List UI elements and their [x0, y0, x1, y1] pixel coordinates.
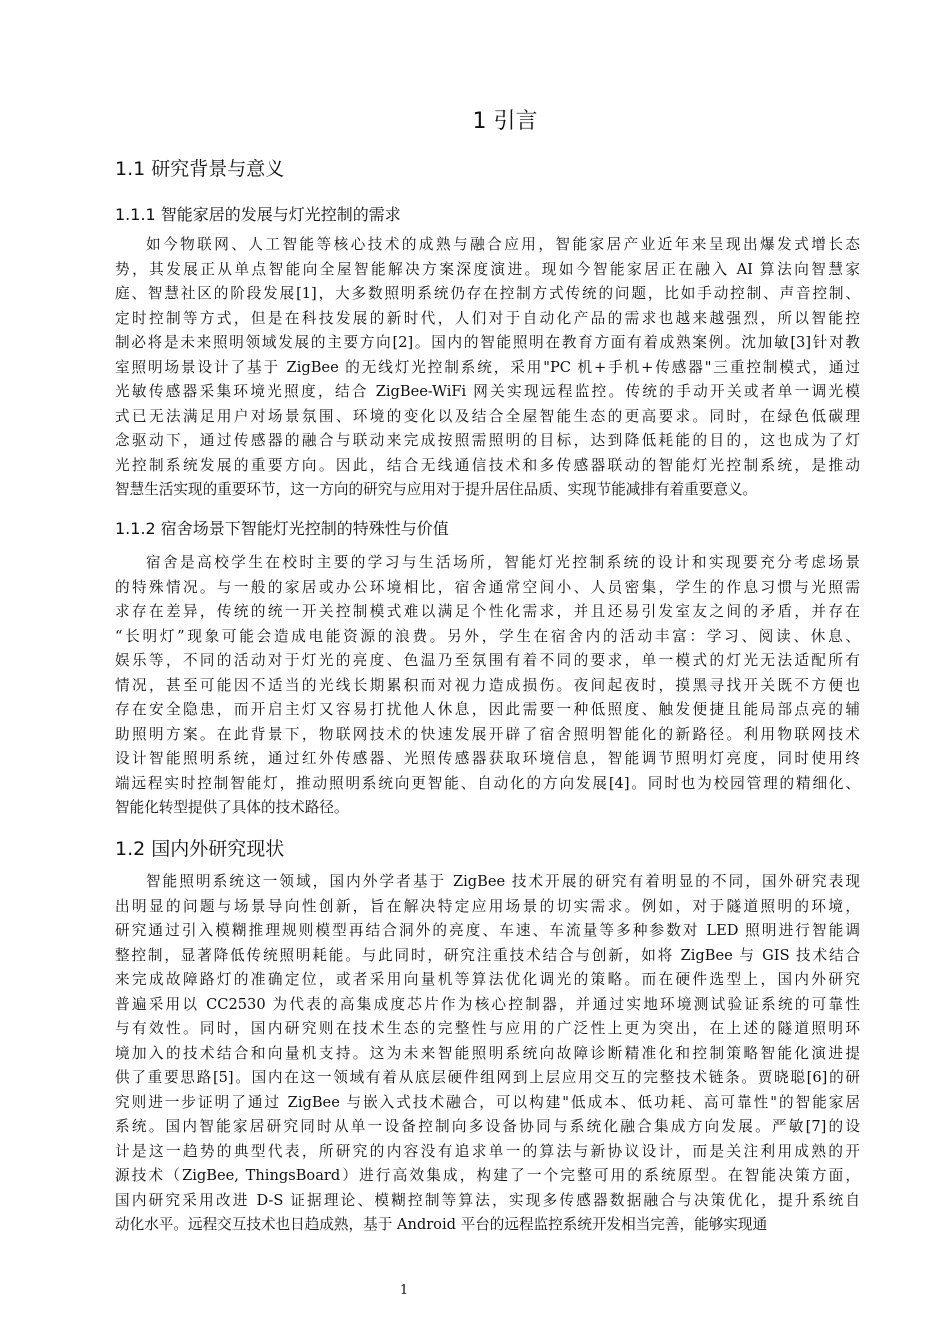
paragraph-3	[115, 870, 875, 1238]
text-line: 研究通过引入模糊推理规则模型再结合洞外的亮度、车速、车流量等多种参数对 LED 照明进行智能调	[115, 922, 860, 939]
text-line: 境加入的技术结合和向量机支持。这为未来智能照明系统向故障诊断精准化和控制策略智能化演进提	[115, 1044, 860, 1062]
text-line: 念驱动下，通过传感器的融合与联动来完成按照需照明的目标，达到降低耗能的目的，这也成为了灯	[115, 432, 860, 449]
text-line: 式已无法满足用户对场景氛围、环境的变化以及结合全屋智能生态的更高要求。同时，在绿色低碳理	[115, 407, 860, 425]
text-line: 情况，甚至可能因不适当的光线长期累积而对视力造成损伤。夜间起夜时，摸黑寻找开关既不方便也	[115, 676, 860, 694]
text-line: 出明显的问题与场景导向性创新，旨在解决特定应用场景的切实需求。例如，对于隧道照明的环境，	[115, 897, 860, 915]
text-line: 光敏传感器采集环境光照度，结合 ZigBee-WiFi 网关实现远程监控。传统的手动开关或者单一调光模	[115, 383, 860, 400]
text-line: 定时控制等方式，但是在科技发展的新时代，人们对于自动化产品的需求也越来越强烈，所以智能控	[115, 309, 860, 327]
text-line: 如今物联网、人工智能等核心技术的成熟与融合应用，智能家居产业近年来呈现出爆发式增长态	[146, 236, 860, 253]
paragraph-2	[115, 551, 875, 821]
text-line: 求存在差异，传统的统一开关控制模式难以满足个性化需求，并且还易引发室友之间的矛盾，并存在	[115, 603, 860, 620]
text-line: 国内研究采用改进 D-S 证据理论、模糊控制等算法，实现多传感器数据融合与决策优化，提升系统自	[115, 1191, 860, 1209]
text-line: 整控制，显著降低传统照明耗能。与此同时，研究注重技术结合与创新，如将 ZigBee 与 GIS 技术结合	[115, 946, 860, 964]
text-line: 庭、智慧社区的阶段发展[1]，大多数照明系统仍存在控制方式传统的问题，比如手动控制、声音控制、	[115, 285, 860, 302]
text-line: 计是这一趋势的典型代表，所研究的内容没有追求单一的算法与新协议设计，而是关注利用成熟的开	[115, 1142, 860, 1160]
text-line: 来完成故障路灯的准确定位，或者采用向量机等算法优化调光的策略。而在硬件选型上，国内外研究	[115, 971, 860, 988]
text-line: 制必将是未来照明领域发展的主要方向[2]。国内的智能照明在教育方面有着成熟案例。沈加敏[3]针对教	[115, 334, 860, 351]
page-number: 1	[399, 1283, 409, 1298]
text-line: 室照明场景设计了基于 ZigBee 的无线灯光控制系统，采用"PC 机+手机+传感器"三重控制模式，通过	[115, 358, 860, 376]
text-line: 智慧生活实现的重要环节，这一方向的研究与应用对于提升居住品质、实现节能减排有着重要意义。	[115, 481, 758, 498]
text-line: 设计智能照明系统，通过红外传感器、光照传感器获取环境信息，智能调节照明灯亮度，同时使用终	[115, 750, 860, 767]
text-line: 存在安全隐患，而开启主灯又容易打扰他人休息，因此需要一种低照度、触发便捷且能局部点亮的辅	[115, 701, 860, 718]
section-heading-1-1: 1.1 研究背景与意义	[115, 158, 285, 180]
text-line: 娱乐等，不同的活动对于灯光的亮度、色温乃至氛围有着不同的要求，单一模式的灯光无法适配所有	[115, 652, 860, 669]
text-line: 势，其发展正从单点智能向全屋智能解决方案深度演进。现如今智能家居正在融入 AI 算法向智慧家	[115, 260, 860, 278]
text-line: 端远程实时控制智能灯，推动照明系统向更智能、自动化的方向发展[4]。同时也为校园管理的精细化、	[115, 774, 860, 792]
text-line: 助照明方案。在此背景下，物联网技术的快速发展开辟了宿舍照明智能化的新路径。利用物联网技术	[115, 725, 860, 743]
text-line: 普遍采用以 CC2530 为代表的高集成度芯片作为核心控制器，并通过实地环境测试验证系统的可靠性	[115, 995, 860, 1013]
text-line: 动化水平。远程交互技术也日趋成熟，基于 Android 平台的远程监控系统开发相当完善，能够实现通	[115, 1216, 768, 1233]
subsection-heading-1-1-2: 1.1.2 宿舍场景下智能灯光控制的特殊性与价值	[115, 519, 449, 538]
chapter-title: 1 引言	[472, 109, 538, 134]
subsection-heading-1-1-1: 1.1.1 智能家居的发展与灯光控制的需求	[115, 205, 401, 224]
text-line: 光控制系统发展的重要方向。因此，结合无线通信技术和多传感器联动的智能灯光控制系统，是推动	[115, 456, 860, 474]
text-line: 宿舍是高校学生在校时主要的学习与生活场所，智能灯光控制系统的设计和实现要充分考虑场景	[146, 554, 860, 571]
text-line: “长明灯”现象可能会造成电能资源的浪费。另外，学生在宿舍内的活动丰富：学习、阅读、休息、	[115, 627, 860, 645]
text-line: 供了重要思路[5]。国内在这一领域有着从底层硬件组网到上层应用交互的完整技术链条。贾晓聪[6]的研	[115, 1069, 860, 1086]
text-line: 智能化转型提供了具体的技术路径。	[115, 799, 349, 816]
text-line: 智能照明系统这一领域，国内外学者基于 ZigBee 技术开展的研究有着明显的不同，国外研究表现	[146, 873, 860, 890]
text-line: 的特殊情况。与一般的家居或办公环境相比，宿舍通常空间小、人员密集，学生的作息习惯与光照需	[115, 578, 860, 596]
section-heading-1-2: 1.2 国内外研究现状	[115, 838, 285, 860]
text-line: 究则进一步证明了通过 ZigBee 与嵌入式技术融合，可以构建"低成本、低功耗、高可靠性"的智能家居	[115, 1093, 860, 1111]
text-line: 与有效性。同时，国内研究则在技术生态的完整性与应用的广泛性上更为突出，在上述的隧道照明环	[115, 1020, 860, 1037]
text-line: 源技术（ZigBee, ThingsBoard）进行高效集成，构建了一个完整可用的系统原型。在智能决策方面，	[115, 1167, 860, 1184]
paragraph-1	[115, 233, 875, 503]
text-line: 系统。国内智能家居研究同时从单一设备控制向多设备协同与系统化融合集成方向发展。严敏[7]的设	[115, 1118, 860, 1135]
